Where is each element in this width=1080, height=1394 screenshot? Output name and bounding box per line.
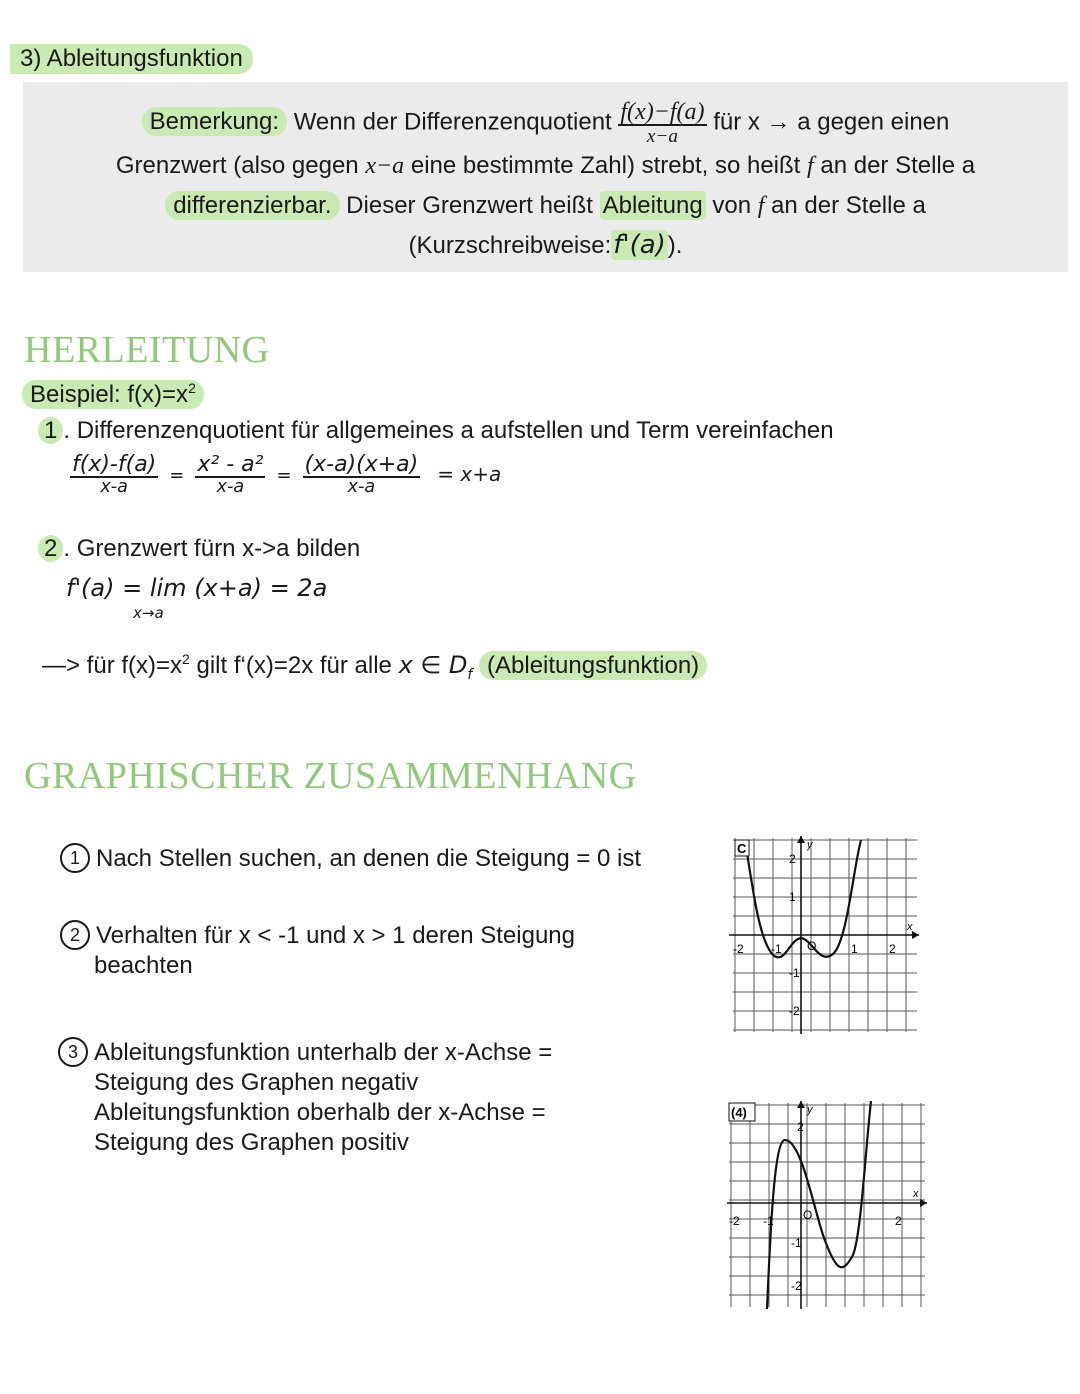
svg-text:1: 1 [851, 942, 858, 956]
step-1: 1 . Differenzenquotient für allgemeines a aufstellen und Term vereinfachen [38, 417, 834, 445]
graph-1-curve [745, 840, 861, 957]
graphical-item-1: 1 Nach Stellen suchen, an denen die Steigung = 0 ist [60, 843, 641, 873]
svg-text:2: 2 [789, 852, 796, 866]
svg-text:1: 1 [789, 890, 796, 904]
svg-text:x: x [913, 1188, 919, 1200]
graph-derivative [725, 1095, 930, 1315]
svg-text:2: 2 [895, 1214, 902, 1228]
svg-text:-1: -1 [789, 966, 800, 980]
graph-1-label: C [737, 841, 747, 856]
svg-text:y: y [807, 1104, 813, 1116]
svg-text:O: O [807, 939, 817, 953]
graphical-item-3: 3 Ableitungsfunktion unterhalb der x-Achse = Steigung des Graphen negativ Ableitungsfunktion oberhalb der x-Achse = Steigung des Graphen positiv [58, 1037, 552, 1158]
svg-text:-1: -1 [763, 1214, 774, 1228]
remark-line-3: differenzierbar. Dieser Grenzwert heißt Ableitung von f an der Stelle a [23, 186, 1068, 226]
limit-subscript: x→a [133, 604, 164, 622]
term-differenzierbar: differenzierbar. [165, 191, 339, 220]
remark-line-1: Bemerkung: Wenn der Differenzenquotient $\frac{f(x)-f(a)}{x-a}$ für x → a gegen einen [23, 100, 1068, 146]
remark-line-2: Grenzwert (also gegen x−a eine bestimmte Zahl) strebt, so heißt f an der Stelle a [115, 152, 976, 180]
graph-2-grid [729, 1103, 925, 1307]
remark-line-4: (Kurzschreibweise:f'(a)). [408, 230, 683, 261]
difference-quotient: $\frac{f(x)-f(a)}{x-a}$ [620, 99, 705, 147]
svg-text:2: 2 [889, 942, 896, 956]
example-line: Beispiel: $f(x)=x^2$ [22, 380, 204, 409]
graph-1-axes [729, 836, 919, 1034]
term-ableitung: Ableitung [600, 191, 706, 220]
svg-text:O: O [803, 1208, 813, 1222]
remark-label: Bemerkung: [142, 107, 287, 136]
equation-limit: f'(a) = lim (x+a) = 2a [66, 574, 328, 602]
step-2: 2 . Grenzwert fürn x->a bilden [38, 535, 360, 563]
equation-difference-quotient: $\frac{f(x)-f(a)}{x-a}$ = $\frac{\text{x² - a²}}{x-a}$ = $\frac{(x-a)(x+a)}{x-a}$ = x+a [72, 452, 502, 497]
conclusion-line: —> für $f(x)=x^2$ gilt f‘(x)=2x für alle x ∈ $D_f$ (Ableitungsfunktion) [42, 651, 707, 683]
svg-text:-2: -2 [791, 1279, 802, 1293]
svg-text:y: y [807, 839, 813, 851]
graph-2-axes [727, 1101, 927, 1309]
graphical-title: GRAPHISCHER ZUSAMMENHANG [24, 755, 637, 797]
svg-text:-1: -1 [791, 1236, 802, 1250]
svg-text:-2: -2 [789, 1004, 800, 1018]
shorthand-notation: f'(a) [613, 230, 666, 261]
svg-text:x: x [907, 921, 913, 933]
svg-text:-2: -2 [733, 942, 744, 956]
svg-text:-2: -2 [729, 1214, 740, 1228]
section-header [10, 44, 253, 74]
remark-box [23, 82, 1068, 272]
graph-2-label: (4) [731, 1105, 747, 1120]
graph-2-curve [767, 1101, 871, 1309]
graph-function [725, 830, 925, 1040]
svg-text:2: 2 [797, 1120, 804, 1134]
section-header-text: 3) Ableitungsfunktion [20, 45, 243, 72]
derivation-title: HERLEITUNG [24, 329, 270, 371]
svg-text:-1: -1 [771, 942, 782, 956]
graphical-item-2: 2 Verhalten für x < -1 und x > 1 deren Steigung beachten [60, 920, 575, 981]
term-ableitungsfunktion: (Ableitungsfunktion) [479, 651, 707, 680]
